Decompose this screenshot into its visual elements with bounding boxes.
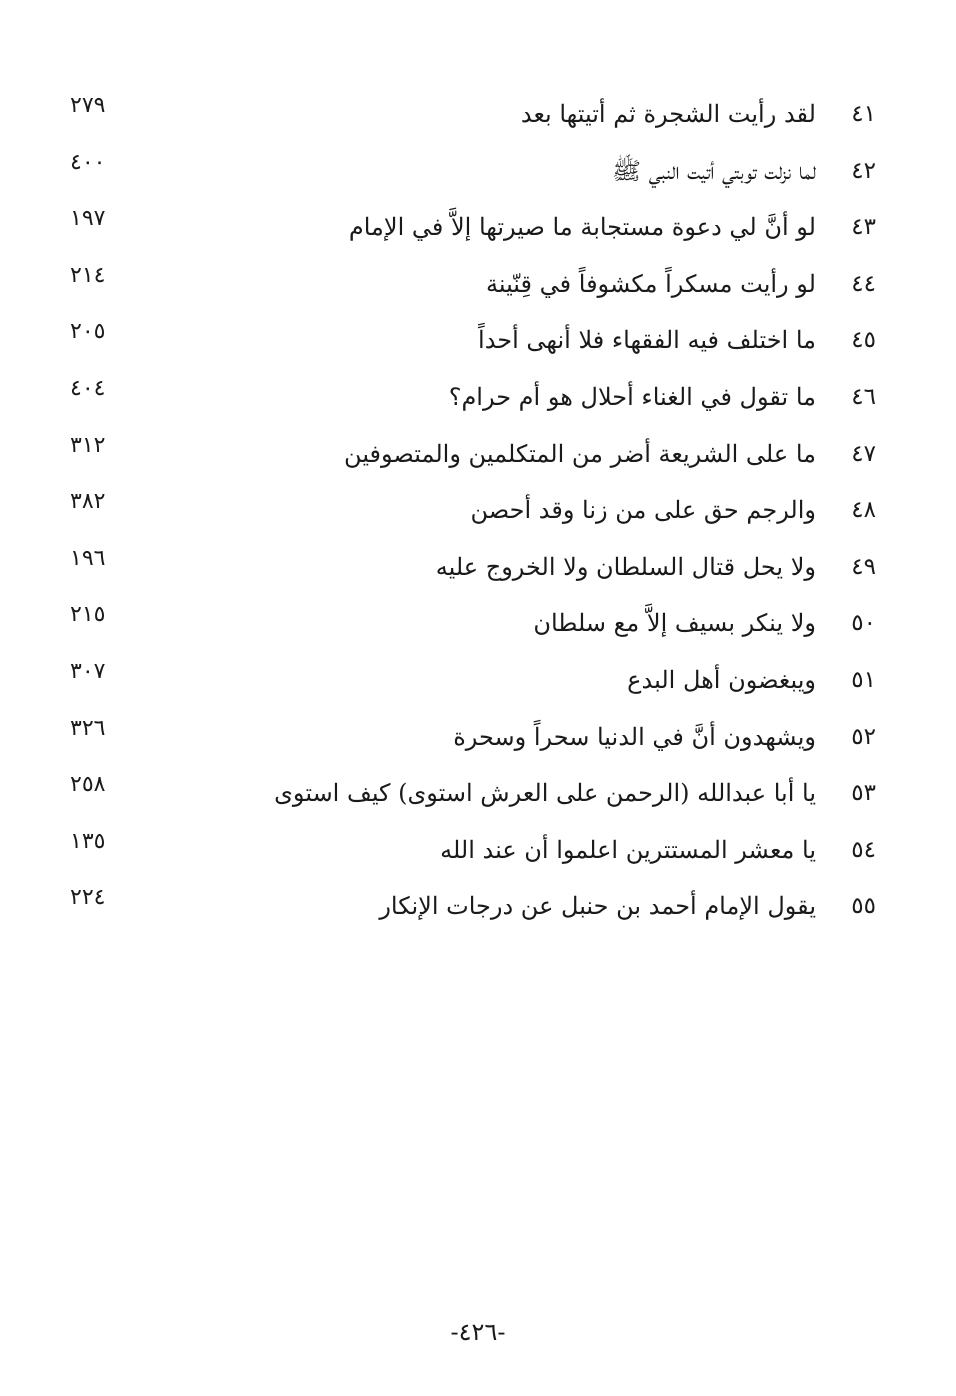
list-item: [60, 878, 890, 935]
entry-text: ويشهدون أنَّ في الدنيا سحراً وسحرة: [453, 722, 816, 751]
entry-page-ref: ٣٢٦: [70, 715, 106, 741]
list-item: [60, 369, 890, 426]
entry-text: ولا ينكر بسيف إلاَّ مع سلطان: [533, 609, 816, 638]
entry-page-ref: ٢٧٩: [70, 93, 106, 118]
entry-number: ٥٠: [851, 610, 876, 637]
entry-number: ٤٦: [851, 383, 876, 410]
entry-text: يا أبا عبدالله (الرحمن على العرش استوى) كيف استوى: [274, 779, 816, 808]
list-item: [60, 822, 890, 879]
entry-page-ref: ١٣٥: [70, 828, 106, 854]
entry-number: ٥٤: [851, 836, 876, 863]
entry-page-ref: ٢٠٥: [70, 319, 106, 345]
list-item: [60, 765, 890, 822]
entry-number: ٤٥: [851, 327, 876, 354]
entry-page-ref: ٢١٤: [70, 262, 106, 288]
entry-text: ويبغضون أهل البدع: [627, 665, 816, 694]
entry-text: لقد رأيت الشجرة ثم أتيتها بعد: [520, 100, 816, 128]
list-item: [60, 256, 890, 313]
entry-text: ما اختلف فيه الفقهاء فلا أنهى أحداً: [478, 326, 816, 355]
entry-text: ولا يحل قتال السلطان ولا الخروج عليه: [435, 552, 816, 581]
entry-text: يقول الإمام أحمد بن حنبل عن درجات الإنكار: [379, 892, 816, 921]
entry-number: ٤٨: [851, 497, 876, 524]
entry-page-ref: ١٩٧: [70, 206, 106, 232]
entry-number: ٤٤: [851, 270, 876, 297]
entry-page-ref: ٢٢٤: [70, 885, 106, 911]
entry-number: ٤٢: [851, 157, 876, 184]
entry-text: والرجم حق على من زنا وقد أحصن: [470, 496, 816, 525]
entry-text: ما تقول في الغناء أحلال هو أم حرام؟: [448, 382, 816, 411]
entry-page-ref: ٣٨٢: [70, 489, 106, 515]
entry-text: يا معشر المستترين اعلموا أن عند الله: [440, 835, 816, 864]
entry-text: لما نزلت توبتي أتيت النبي ﷺ: [611, 156, 816, 185]
entry-page-ref: ٣١٢: [70, 432, 106, 458]
entry-number: ٥٣: [851, 780, 876, 807]
entry-page-ref: ٢٥٨: [70, 772, 106, 798]
entry-page-ref: ٢١٥: [70, 602, 106, 628]
entry-text: لو رأيت مسكراً مكشوفاً في قِنّينة: [485, 269, 816, 298]
entry-number: ٤٧: [851, 440, 876, 467]
list-item: [60, 652, 890, 709]
index-list: [60, 86, 890, 935]
page-number: -٤٢٦-: [450, 1318, 506, 1346]
entry-number: ٥٥: [851, 893, 876, 920]
entry-page-ref: ٤٠٠: [70, 149, 106, 175]
entry-number: ٤٣: [851, 214, 876, 241]
entry-page-ref: ٣٠٧: [70, 658, 106, 684]
list-item: [60, 199, 890, 256]
list-item: [60, 143, 890, 200]
list-item: [60, 426, 890, 483]
entry-text: ما على الشريعة أضر من المتكلمين والمتصوفين: [344, 439, 816, 468]
list-item: [60, 86, 890, 143]
entry-page-ref: ٤٠٤: [70, 375, 106, 401]
entry-text: لو أنَّ لي دعوة مستجابة ما صيرتها إلاَّ في الإمام: [348, 213, 816, 242]
entry-number: ٥١: [851, 666, 876, 693]
entry-page-ref: ١٩٦: [70, 545, 106, 571]
entry-number: ٤٩: [851, 553, 876, 580]
list-item: [60, 595, 890, 652]
entry-number: ٥٢: [851, 723, 876, 750]
list-item: [60, 539, 890, 596]
entry-number: ٤١: [851, 101, 876, 127]
list-item: [60, 709, 890, 766]
list-item: [60, 312, 890, 369]
list-item: [60, 482, 890, 539]
